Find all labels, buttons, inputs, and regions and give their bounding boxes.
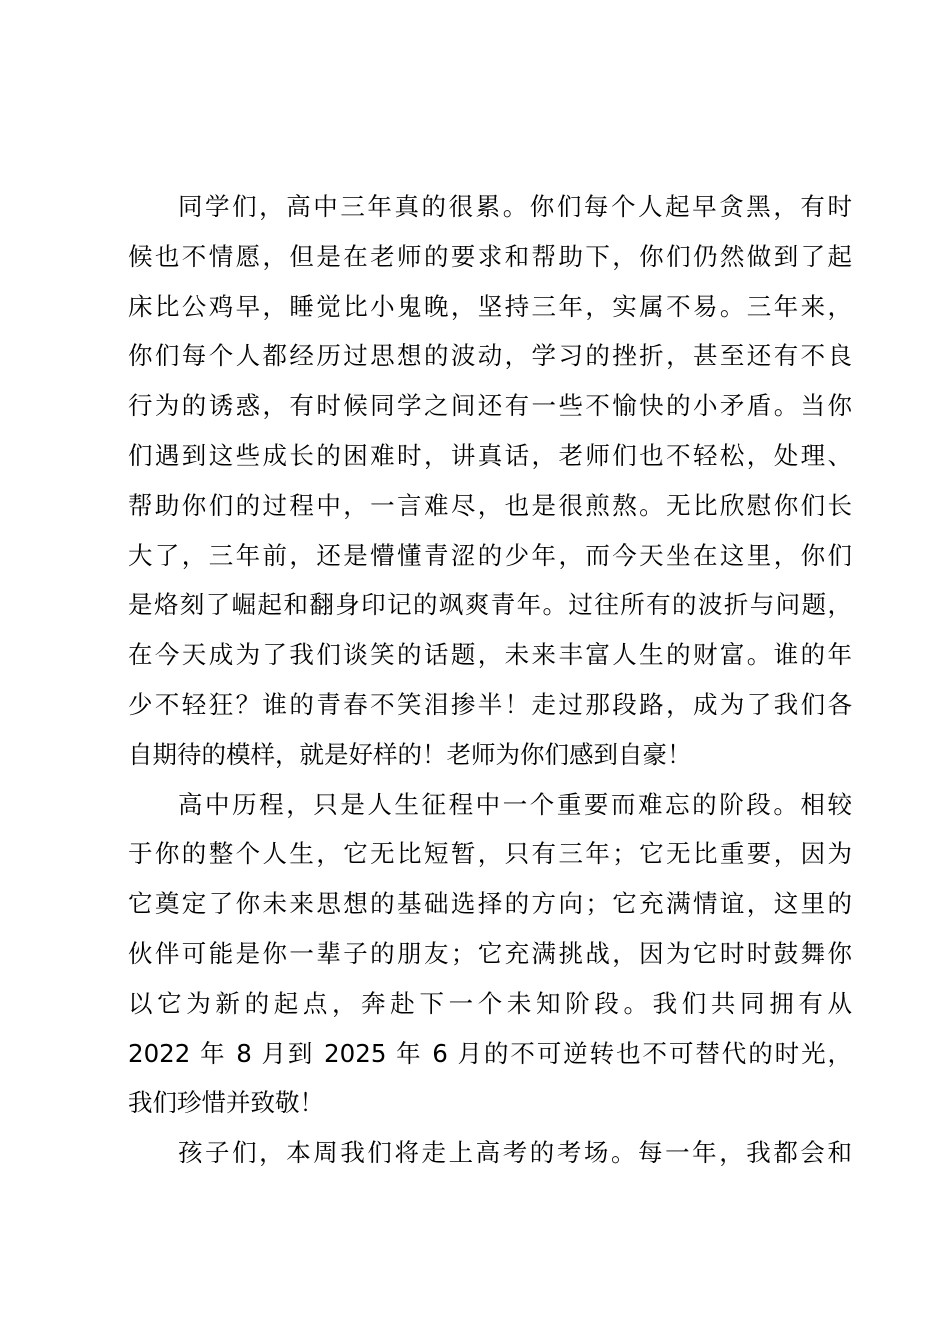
text-line: 在今天成为了我们谈笑的话题，未来丰富人生的财富。谁的年 [128,640,852,670]
text-line: 同学们，高中三年真的很累。你们每个人起早贪黑，有时 [178,192,852,221]
text-line: 高中历程，只是人生征程中一个重要而难忘的阶段。相较 [178,789,852,819]
text-line: 行为的诱惑，有时候同学之间还有一些不愉快的小矛盾。当你 [128,391,852,421]
text-line: 你们每个人都经历过思想的波动，学习的挫折，甚至还有不良 [128,341,852,371]
text-line: 帮助你们的过程中，一言难尽，也是很煎熬。无比欣慰你们长 [128,490,852,520]
text-line: 以它为新的起点，奔赴下一个未知阶段。我们共同拥有从 [128,988,852,1018]
text-line: 于你的整个人生，它无比短暂，只有三年；它无比重要，因为 [128,839,852,869]
text-line: 大了，三年前，还是懵懂青涩的少年，而今天坐在这里，你们 [128,540,852,570]
text-line: 伙伴可能是你一辈子的朋友；它充满挑战，因为它时时鼓舞你 [128,938,852,968]
text-line: 是烙刻了崛起和翻身印记的飒爽青年。过往所有的波折与问题， [128,590,852,620]
text-line: 床比公鸡早，睡觉比小鬼晚，坚持三年，实属不易。三年来， [128,291,852,321]
paragraph-3 [128,1128,852,1178]
text-line: 自期待的模样，就是好样的！老师为你们感到自豪！ [128,739,692,769]
document-body [128,182,852,1178]
text-line: 它奠定了你未来思想的基础选择的方向；它充满情谊，这里的 [128,889,852,919]
text-line: 孩子们，本周我们将走上高考的考场。每一年，我都会和 [178,1138,852,1168]
text-line: 候也不情愿，但是在老师的要求和帮助下，你们仍然做到了起 [128,241,852,271]
text-line: 我们珍惜并致敬！ [128,1088,324,1118]
text-line: 2022 年 8 月到 2025 年 6 月的不可逆转也不可替代的时光， [128,1038,852,1068]
paragraph-2 [128,780,852,1129]
text-line: 少不轻狂？谁的青春不笑泪掺半！走过那段路，成为了我们各 [128,689,852,719]
text-line: 们遇到这些成长的困难时，讲真话，老师们也不轻松，处理、 [128,440,852,470]
paragraph-1 [128,182,852,780]
